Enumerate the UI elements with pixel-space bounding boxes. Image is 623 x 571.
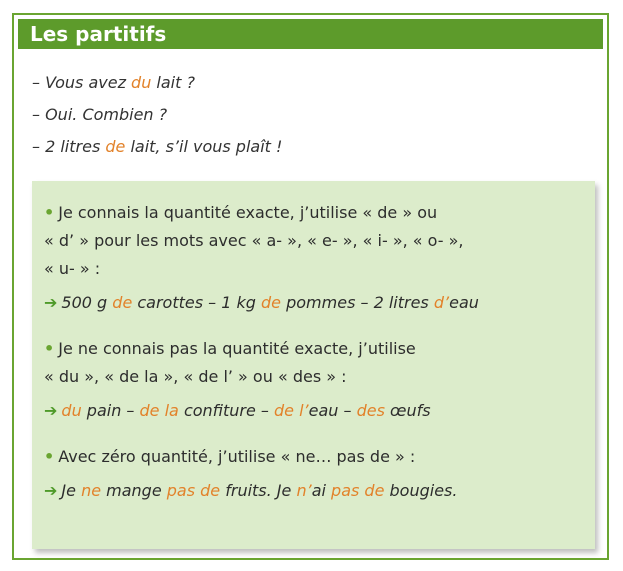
- bullet-icon: •: [44, 447, 55, 466]
- highlight-word: de la: [139, 401, 179, 420]
- text-segment: eau –: [308, 401, 357, 420]
- arrow-icon: ➔: [44, 401, 58, 420]
- rule-text: [44, 199, 583, 283]
- rule-section: [44, 199, 583, 317]
- example-line: [44, 289, 583, 317]
- rule-line: [44, 335, 583, 363]
- rule-line-text: Je connais la quantité exacte, j’utilise « de » ou: [58, 203, 438, 222]
- rule-section: [44, 443, 583, 505]
- rule-section: [44, 335, 583, 425]
- grammar-card: [12, 13, 609, 560]
- text-segment: lait ?: [151, 73, 195, 92]
- text-segment: ai: [311, 481, 332, 500]
- highlight-word: du: [131, 73, 152, 92]
- bullet-icon: •: [44, 203, 55, 222]
- text-segment: eau: [449, 293, 479, 312]
- text-segment: pommes – 2 litres: [281, 293, 434, 312]
- arrow-icon: ➔: [44, 293, 58, 312]
- rule-line-text: « du », « de la », « de l’ » ou « des » :: [44, 367, 347, 386]
- dialogue-line: [32, 67, 282, 99]
- card-title: Les partitifs: [18, 19, 603, 49]
- rule-line: [44, 363, 583, 391]
- example-line: [44, 397, 583, 425]
- highlight-word: de: [261, 293, 282, 312]
- dialogue-line: [32, 99, 282, 131]
- text-segment: œufs: [384, 401, 431, 420]
- text-segment: mange: [101, 481, 167, 500]
- highlight-word: pas de: [331, 481, 385, 500]
- rule-line: [44, 199, 583, 227]
- text-segment: fruits. Je: [220, 481, 297, 500]
- rules-box: [32, 181, 595, 549]
- highlight-word: ne: [81, 481, 102, 500]
- rule-line-text: Je ne connais pas la quantité exacte, j’utilise: [58, 339, 416, 358]
- text-segment: – Vous avez: [32, 73, 132, 92]
- rule-line: [44, 255, 583, 283]
- highlight-word: des: [356, 401, 385, 420]
- text-segment: Je: [61, 481, 82, 500]
- text-segment: – 2 litres: [32, 137, 106, 156]
- text-segment: bougies.: [384, 481, 458, 500]
- rule-line: [44, 443, 583, 471]
- dialogue-line: [32, 131, 282, 163]
- highlight-word: de l’: [274, 401, 309, 420]
- text-segment: carottes – 1 kg: [132, 293, 262, 312]
- rule-text: [44, 443, 583, 471]
- bullet-icon: •: [44, 339, 55, 358]
- rule-line-text: Avec zéro quantité, j’utilise « ne… pas de » :: [58, 447, 416, 466]
- rule-line: [44, 227, 583, 255]
- text-segment: lait, s’il vous plaît !: [125, 137, 283, 156]
- highlight-word: de: [112, 293, 133, 312]
- highlight-word: de: [105, 137, 126, 156]
- example-line: [44, 477, 583, 505]
- text-segment: confiture –: [178, 401, 275, 420]
- dialogue-block: [32, 67, 282, 163]
- rule-line-text: « d’ » pour les mots avec « a- », « e- », « i- », « o- »,: [44, 231, 464, 250]
- highlight-word: n’: [296, 481, 312, 500]
- highlight-word: pas de: [166, 481, 221, 500]
- highlight-word: d’: [433, 293, 450, 312]
- arrow-icon: ➔: [44, 481, 58, 500]
- text-segment: 500 g: [61, 293, 113, 312]
- rule-text: [44, 335, 583, 391]
- highlight-word: du: [61, 401, 82, 420]
- text-segment: – Oui. Combien ?: [32, 105, 168, 124]
- rule-line-text: « u- » :: [44, 259, 101, 278]
- text-segment: pain –: [81, 401, 140, 420]
